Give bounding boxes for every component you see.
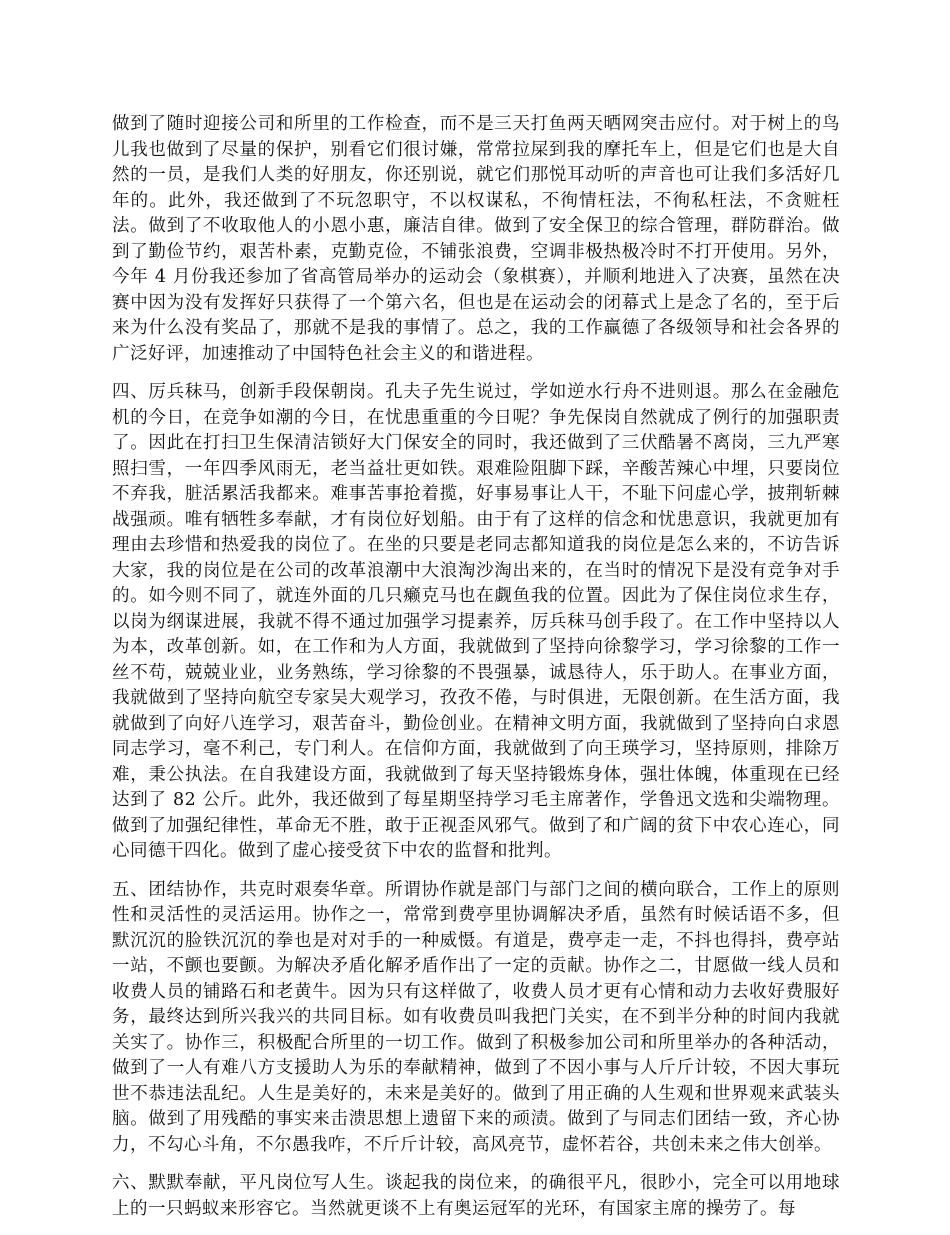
paragraph-1: 做到了随时迎接公司和所里的工作检查，而不是三天打鱼两天晒网突击应付。对于树上的鸟儿我也做到了尽量的保护，别看它们很讨嫌，常常拉屎到我的摩托车上，但是它们也是大自然的一员，是我们人类的好朋友，你还别说，就它们那悦耳动听的声音也可让我们多活好几年的。此外，我还做到了不玩忽职守，不以权谋私，不徇情枉法，不徇私枉法，不贪赃枉法。做到了不收取他人的小恩小惠，廉洁自律。做到了安全保卫的综合管理，群防群治。做到了勤俭节约，艰苦朴素，克勤克俭，不铺张浪费，空调非极热极冷时不打开使用。另外，今年 4 月份我还参加了省高管局举办的运动会（象棋赛），并顺利地进入了决赛，虽然在决赛中因为没有发挥好只获得了一个第六名，但也是在运动会的闭幕式上是念了名的，至于后来为什么没有奖品了，那就不是我的事情了。总之，我的工作赢德了各级领导和社会各界的广泛好评，加速推动了中国特色社会主义的和谐进程。 [112, 114, 840, 364]
paragraph-3: 五、团结协作，共克时艰奏华章。所谓协作就是部门与部门之间的横向联合，工作上的原则性和灵活性的灵活运用。协作之一，常常到费亭里协调解决矛盾，虽然有时候话语不多，但默沉沉的脸铁沉沉的拳也是对对手的一种威慑。有道是，费亭走一走，不抖也得抖，费亭站一站，不颤也要颤。为解决矛盾化解矛盾作出了一定的贡献。协作之二，甘愿做一线人员和收费人员的铺路石和老黄牛。因为只有这样做了，收费人员才更有心情和动力去收好费服好务，最终达到所兴我兴的共同目标。如有收费员叫我把门关实，在不到半分种的时间内我就关实了。协作三，积极配合所里的一切工作。做到了积极参加公司和所里举办的各种活动，做到了一人有难八方支援助人为乐的奉献精神，做到了不因小事与人斤斤计较，不因大事玩世不恭违法乱纪。人生是美好的，未来是美好的。做到了用正确的人生观和世界观来武装头脑。做到了用残酷的事实来击溃思想上遗留下来的顽渍。做到了与同志们团结一致，齐心协力，不勾心斗角，不尔愚我咋，不斤斤计较，高风亮节，虚怀若谷，共创未来之伟大创举。 [112, 879, 840, 1155]
paragraph-2: 四、厉兵秣马，创新手段保朝岗。孔夫子先生说过，学如逆水行舟不进则退。那么在金融危机的今日，在竞争如潮的今日，在忧患重重的今日呢？争先保岗自然就成了例行的加强职责了。因此在打扫卫生保清洁锁好大门保安全的同时，我还做到了三伏酷暑不离岗，三九严寒照扫雪，一年四季风雨无，老当益壮更如铁。艰难险阻脚下踩，辛酸苦辣心中埋，只要岗位不弃我，脏活累活我都来。难事苦事抢着揽，好事易事让人干，不耻下问虚心学，披荆斩棘战强顽。唯有牺牲多奉献，才有岗位好划船。由于有了这样的信念和忧患意识，我就更加有理由去珍惜和热爱我的岗位了。在坐的只要是老同志都知道我的岗位是怎么来的，不访告诉大家，我的岗位是在公司的改革浪潮中大浪淘沙淘出来的，在当时的情况下是没有竞争对手的。如今则不同了，就连外面的几只癞克马也在觑鱼我的位置。因此为了保住岗位求生存，以岗为纲谋进展，我就不得不通过加强学习提素养，厉兵秣马创手段了。在工作中坚持以人为本，改革创新。如，在工作和为人方面，我就做到了坚持向徐黎学习，学习徐黎的工作一丝不苟，兢兢业业，业务熟练，学习徐黎的不畏强暴，诚恳待人，乐于助人。在事业方面，我就做到了坚持向航空专家吴大观学习，孜孜不倦，与时俱进，无限创新。在生活方面，我就做到了向好八连学习，艰苦奋斗，勤俭创业。在精神文明方面，我就做到了坚持向白求恩同志学习，毫不利己，专门利人。在信仰方面，我就做到了向王瑛学习，坚持原则，排除万难，秉公执法。在自我建设方面，我就做到了每天坚持锻炼身体，强壮体魄，体重现在已经达到了 82 公斤。此外，我还做到了每星期坚持学习毛主席著作，学鲁迅文选和尖端物理。做到了加强纪律性，革命无不胜，敢于正视歪风邪气。做到了和广阔的贫下中农心连心，同心同德干四化。做到了虚心接受贫下中农的监督和批判。 [112, 382, 840, 861]
paragraph-4: 六、默默奉献，平凡岗位写人生。谈起我的岗位来，的确很平凡，很眇小，完全可以用地球上的一只蚂蚁来形容它。当然就更谈不上有奥运冠军的光环，有国家主席的操劳了。每 [112, 1173, 840, 1219]
document-body [112, 112, 840, 1235]
